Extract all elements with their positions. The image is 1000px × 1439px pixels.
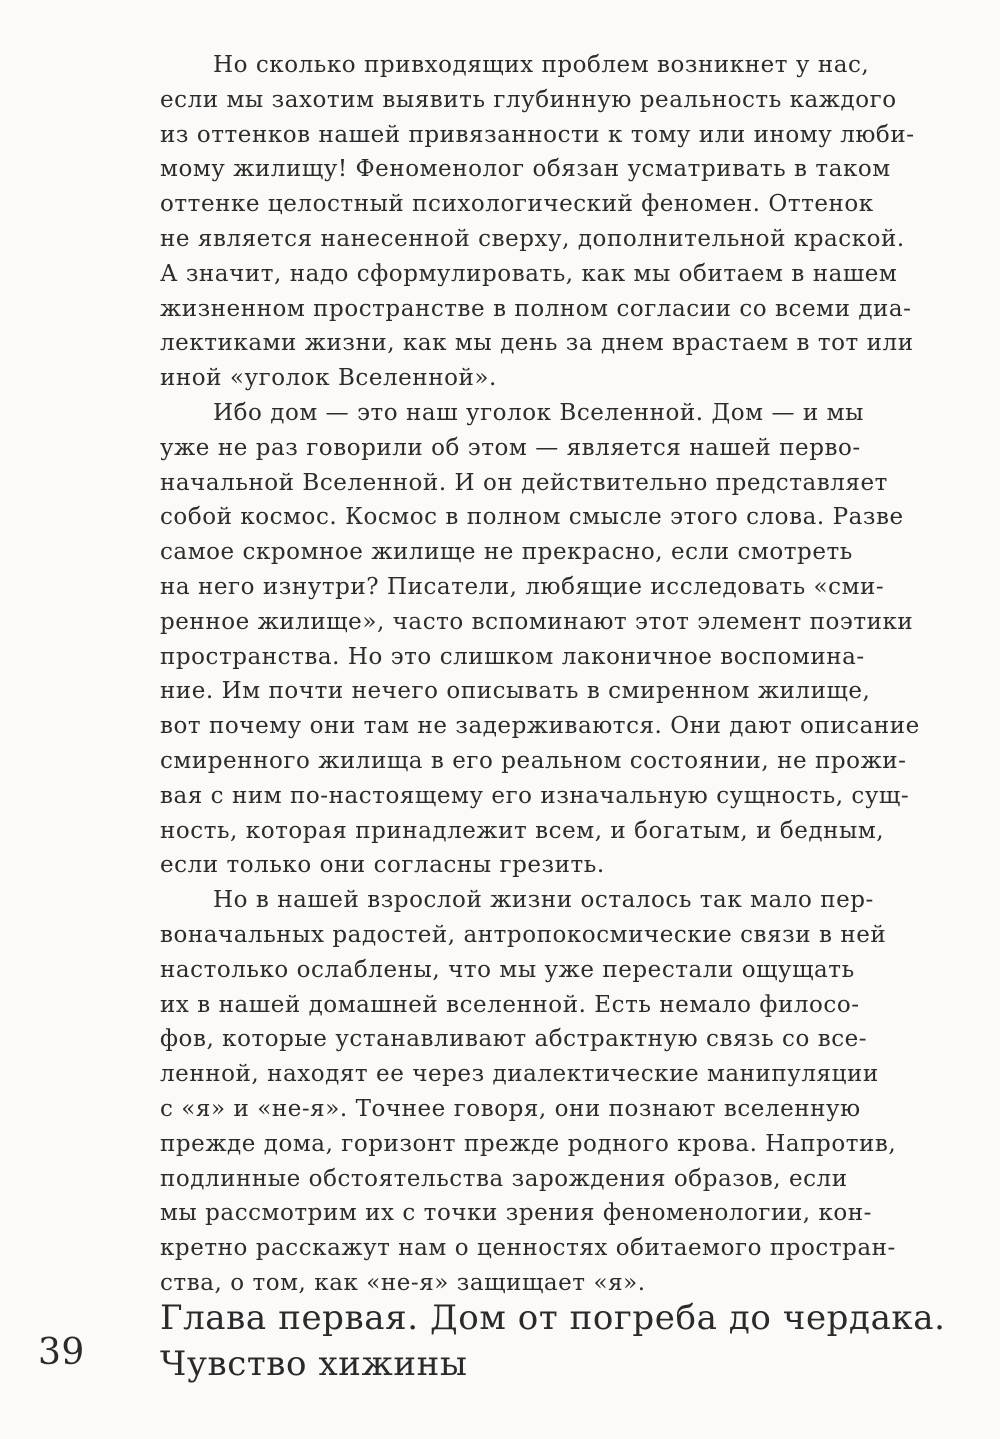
- page-number: 39: [38, 1332, 85, 1373]
- text-line: уже не раз говорили об этом — является нашей перво-: [160, 434, 861, 461]
- text-line: мому жилищу! Феноменолог обязан усматривать в таком: [160, 156, 891, 183]
- paragraph-3: [160, 883, 912, 1301]
- body-text: [160, 48, 920, 1301]
- text-line: иной «уголок Вселенной».: [160, 365, 497, 392]
- text-line: на него изнутри? Писатели, любящие исследовать «сми-: [160, 573, 885, 600]
- text-line: лектиками жизни, как мы день за днем врастаем в тот или: [160, 330, 914, 357]
- text-line: собой космос. Космос в полном смысле этого слова. Разве: [160, 504, 904, 531]
- text-line: ность, которая принадлежит всем, и богатым, и бедным,: [160, 817, 885, 844]
- paragraph-1: [160, 48, 915, 396]
- text-line: их в нашей домашней вселенной. Есть немало филосо-: [160, 991, 860, 1018]
- text-line: Но сколько привходящих проблем возникнет у нас,: [213, 52, 870, 78]
- text-line: ства, о том, как «не-я» защищает «я».: [160, 1269, 646, 1296]
- text-line: из оттенков нашей привязанности к тому или иному люби-: [160, 121, 915, 148]
- text-line: кретно расскажут нам о ценностях обитаемого простран-: [160, 1235, 896, 1262]
- text-line: если только они согласны грезить.: [160, 852, 605, 879]
- text-line: смиренного жилища в его реальном состоянии, не прожи-: [160, 747, 907, 774]
- text-line: вот почему они там не задерживаются. Они дают описание: [160, 713, 920, 740]
- text-line: ренное жилище», часто вспоминают этот элемент поэтики: [160, 608, 914, 635]
- text-line: с «я» и «не-я». Точнее говоря, они познают вселенную: [160, 1095, 861, 1122]
- text-line: воначальных радостей, антропокосмические связи в ней: [160, 921, 887, 948]
- text-line: ние. Им почти нечего описывать в смиренном жилище,: [160, 678, 871, 705]
- text-line: настолько ослаблены, что мы уже перестали ощущать: [160, 956, 855, 983]
- text-line: пространства. Но это слишком лаконичное воспомина-: [160, 643, 865, 670]
- text-line: А значит, надо сформулировать, как мы обитаем в нашем: [160, 260, 898, 287]
- text-line: прежде дома, горизонт прежде родного крова. Напротив,: [160, 1130, 897, 1157]
- text-line: жизненном пространстве в полном согласии со всеми диа-: [160, 295, 912, 322]
- text-line: вая с ним по-настоящему его изначальную сущность, сущ-: [160, 782, 910, 809]
- text-line: оттенке целостный психологический феномен. Оттенок: [160, 191, 874, 218]
- paragraph-2: [160, 396, 920, 883]
- text-line: не является нанесенной сверху, дополнительной краской.: [160, 225, 905, 252]
- text-line: Ибо дом — это наш уголок Вселенной. Дом — и мы: [213, 399, 864, 426]
- text-line: если мы захотим выявить глубинную реальность каждого: [160, 86, 897, 113]
- chapter-title: Глава первая. Дом от погреба до чердака.: [160, 1298, 946, 1338]
- text-line: фов, которые устанавливают абстрактную связь со все-: [160, 1026, 868, 1053]
- text-line: Но в нашей взрослой жизни осталось так мало пер-: [213, 887, 874, 914]
- chapter-heading: [160, 1295, 960, 1387]
- text-line: мы рассмотрим их с точки зрения феноменологии, кон-: [160, 1200, 873, 1227]
- chapter-subtitle: Чувство хижины: [160, 1344, 468, 1384]
- text-line: начальной Вселенной. И он действительно представляет: [160, 469, 888, 496]
- text-line: ленной, находят ее через диалектические манипуляции: [160, 1061, 879, 1088]
- text-line: самое скромное жилище не прекрасно, если смотреть: [160, 539, 853, 566]
- text-line: подлинные обстоятельства зарождения образов, если: [160, 1165, 848, 1192]
